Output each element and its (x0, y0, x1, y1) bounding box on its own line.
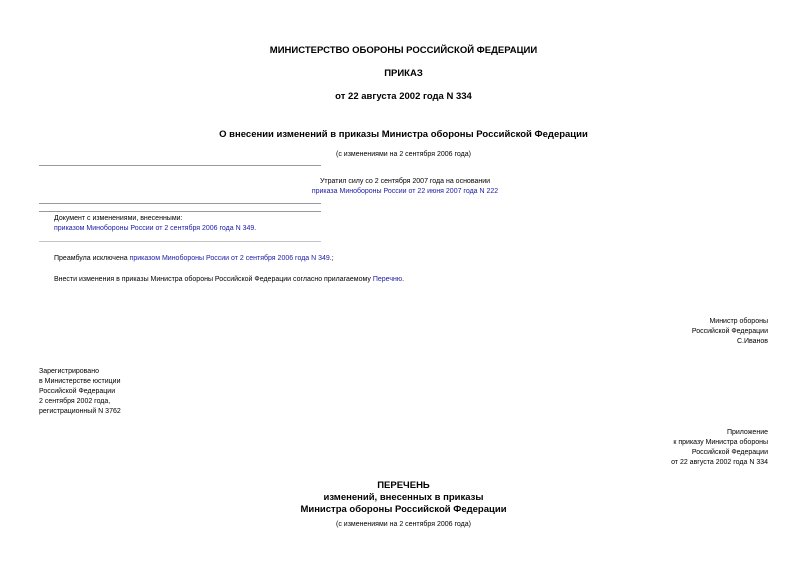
signature-position: Министр обороны (709, 318, 768, 325)
registration-line-1: Зарегистрировано (39, 368, 99, 375)
appendix-line-4: от 22 августа 2002 года N 334 (671, 459, 768, 466)
list-link[interactable]: Перечню (372, 276, 403, 283)
body-paragraph (54, 275, 754, 285)
divider-mid-1 (39, 203, 321, 204)
appendix-block (468, 428, 768, 468)
changes-link[interactable]: приказом Минобороны России от 2 сентября 2006 года N 349. (54, 225, 257, 232)
list-title-1: ПЕРЕЧЕНЬ (377, 480, 430, 491)
changes-block (54, 214, 454, 234)
ministry-heading: МИНИСТЕРСТВО ОБОРОНЫ РОССИЙСКОЙ ФЕДЕРАЦИИ (269, 45, 538, 56)
signature-name: С.Иванов (736, 338, 768, 345)
registration-line-4: 2 сентября 2002 года, (39, 398, 111, 405)
preamble-suffix: ; (331, 255, 334, 262)
registration-line-3: Российской Федерации (39, 388, 116, 395)
list-amendment-note: (с изменениями на 2 сентября 2006 года) (336, 521, 471, 528)
preamble-link[interactable]: приказом Минобороны России от 2 сентября 2006 года N 349. (129, 255, 332, 262)
appendix-line-3: Российской Федерации (691, 449, 768, 456)
signature-country: Российской Федерации (691, 328, 768, 335)
doc-date-number: от 22 августа 2002 года N 334 (335, 91, 472, 102)
changes-label: Документ с изменениями, внесенными: (54, 215, 183, 222)
lost-force-link[interactable]: приказа Минобороны России от 22 июня 2007 года N 222 (311, 188, 499, 195)
divider-bottom (39, 241, 321, 242)
amendment-note: (с изменениями на 2 сентября 2006 года) (336, 151, 471, 158)
registration-line-5: регистрационный N 3762 (39, 408, 121, 415)
preamble-paragraph (54, 254, 654, 264)
registration-line-2: в Министерстве юстиции (39, 378, 121, 385)
preamble-prefix: Преамбула исключена (54, 255, 130, 262)
signature-block (468, 317, 768, 347)
divider-top (39, 165, 321, 166)
list-title-2: изменений, внесенных в приказы (323, 492, 484, 503)
body-prefix: Внести изменения в приказы Министра обороны Российской Федерации согласно прилагаемому (54, 276, 373, 283)
divider-mid-2 (39, 211, 321, 212)
lost-force-block (210, 177, 600, 197)
appendix-line-2: к приказу Министра обороны (673, 439, 768, 446)
list-heading (0, 480, 807, 516)
body-suffix: . (402, 276, 405, 283)
appendix-line-1: Приложение (726, 429, 768, 436)
lost-force-text: Утратил силу со 2 сентября 2007 года на основании (319, 178, 491, 185)
list-title-3: Министра обороны Российской Федерации (300, 504, 507, 515)
registration-block (39, 367, 239, 417)
doc-title: О внесении изменений в приказы Министра обороны Российской Федерации (219, 129, 588, 140)
doc-type-heading: ПРИКАЗ (384, 68, 423, 79)
